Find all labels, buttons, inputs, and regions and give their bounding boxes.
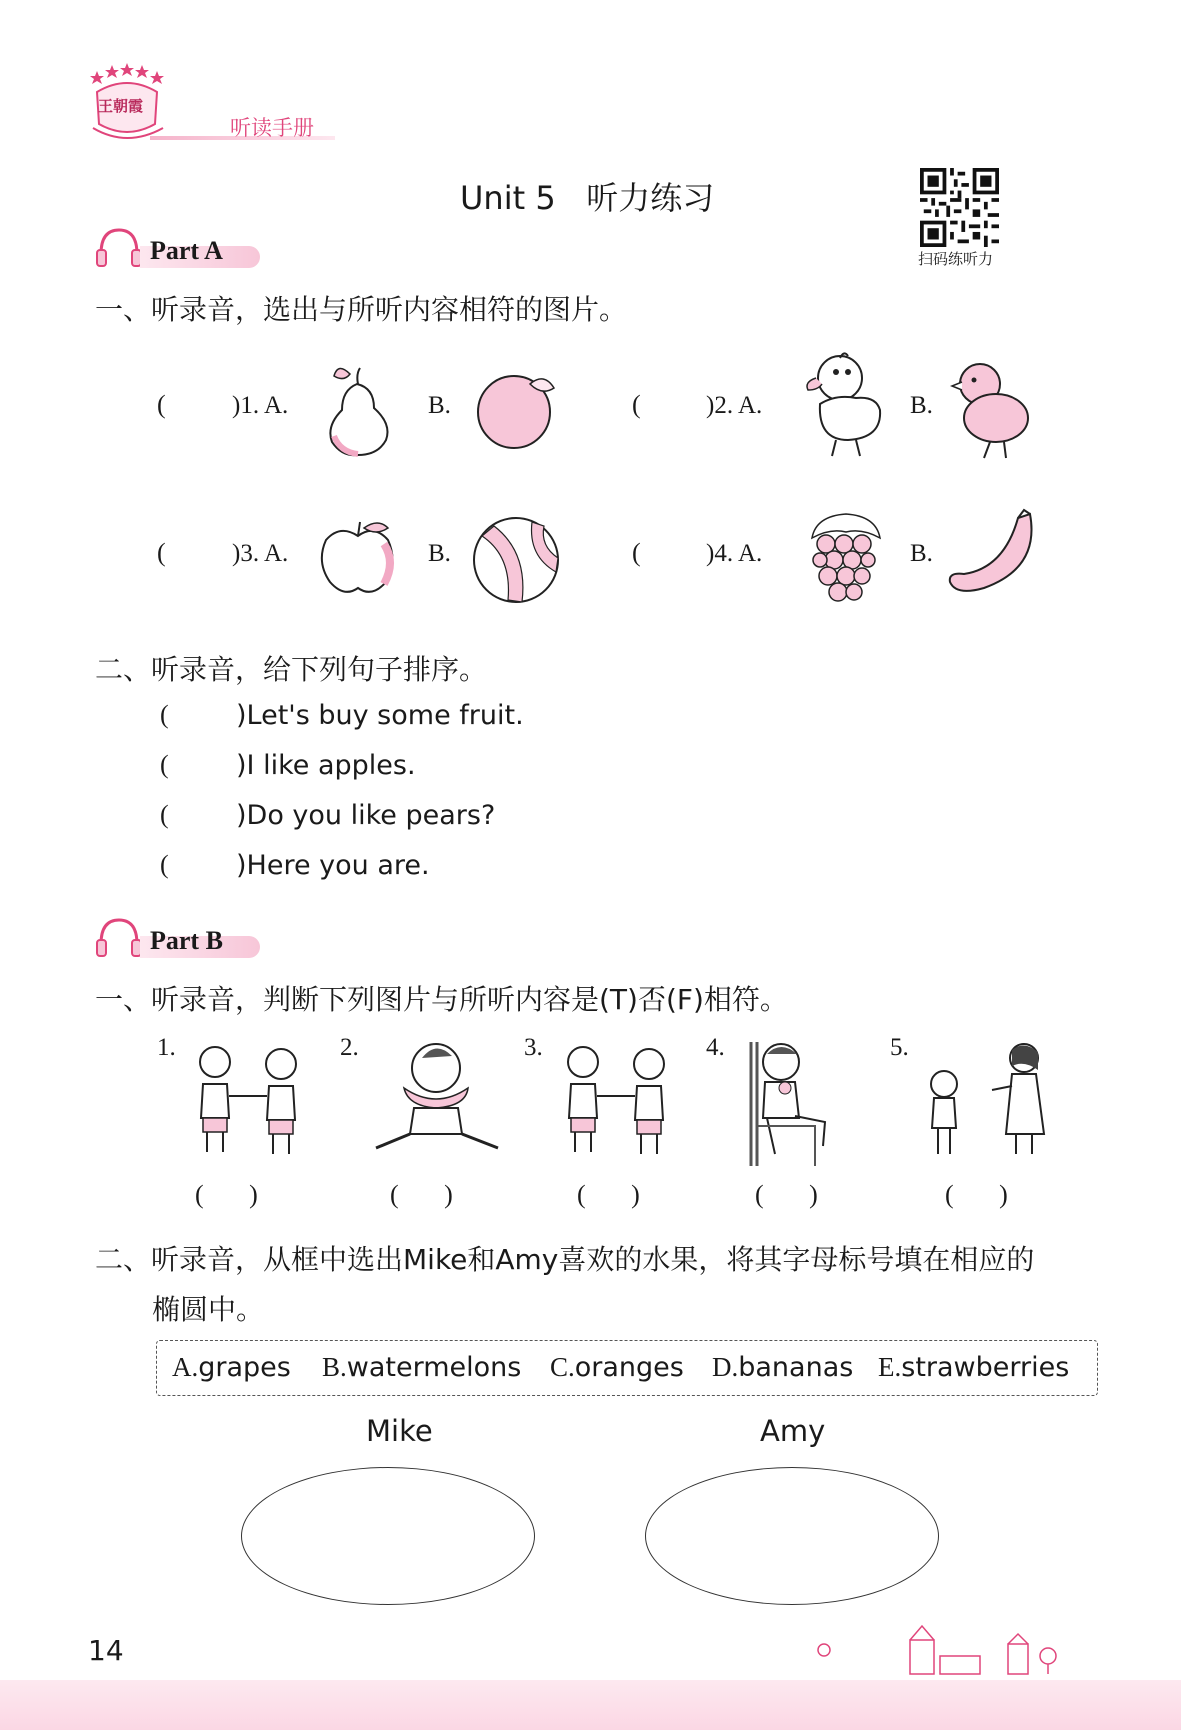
part-b-q1-instruction: 一、听录音，判断下列图片与所听内容是(T)否(F)相符。 (95, 983, 788, 1016)
sentence-item: )Here you are. (236, 850, 430, 881)
option-letter: E. (878, 1352, 902, 1382)
item-number: )1. A. (232, 392, 289, 419)
qr-code-icon (920, 168, 999, 247)
option-letter: C. (550, 1352, 575, 1382)
part-b-label: Part B (150, 926, 223, 955)
answer-blank[interactable]: ( (160, 700, 169, 729)
item-number: 2. (340, 1034, 359, 1061)
option-b-label: B. (910, 392, 933, 419)
apple-icon (318, 518, 400, 598)
answer-blank[interactable]: ( (160, 750, 169, 779)
headphones-icon (93, 224, 145, 272)
item-number: 3. (524, 1034, 543, 1061)
name-amy: Amy (760, 1414, 826, 1448)
chick-icon (950, 354, 1035, 462)
option-letter: B. (322, 1352, 347, 1382)
option-letter: D. (712, 1352, 739, 1382)
answer-ellipse-amy[interactable] (645, 1467, 939, 1605)
option-b-label: B. (428, 540, 451, 567)
option-word: grapes (198, 1352, 291, 1383)
answer-blank[interactable]: ( ) (577, 1180, 640, 1209)
option-word: bananas (738, 1352, 854, 1383)
orange-icon (470, 370, 560, 450)
boy-eating-watermelon-icon (370, 1036, 505, 1161)
option-b-label: B. (910, 540, 933, 567)
option-item (550, 1352, 684, 1383)
qr-caption: 扫码练听力 (918, 250, 994, 268)
option-b-label: B. (428, 392, 451, 419)
part-a-q2-instruction: 二、听录音，给下列句子排序。 (95, 653, 488, 686)
boy-and-woman-icon (920, 1040, 1050, 1165)
option-letter: A. (172, 1352, 199, 1382)
girls-sharing-fruit-icon (553, 1040, 683, 1165)
answer-blank[interactable]: ( (157, 538, 166, 567)
sentence-item: )Let's buy some fruit. (236, 700, 524, 731)
option-word: strawberries (901, 1352, 1070, 1383)
answer-ellipse-mike[interactable] (241, 1467, 535, 1605)
answer-blank[interactable]: ( ) (755, 1180, 818, 1209)
answer-blank[interactable]: ( (160, 800, 169, 829)
duck-icon (800, 348, 890, 460)
answer-blank[interactable]: ( (632, 390, 641, 419)
item-number: )3. A. (232, 540, 289, 567)
answer-blank[interactable]: ( (160, 850, 169, 879)
item-number: )2. A. (706, 392, 763, 419)
option-item (712, 1352, 853, 1383)
part-b-q2-instruction-cont: 椭圆中。 (152, 1293, 265, 1326)
section-label: 听读手册 (230, 116, 314, 140)
sentence-item: )I like apples. (236, 750, 416, 781)
option-item (172, 1352, 291, 1383)
footer-band (0, 1680, 1181, 1730)
name-mike: Mike (366, 1414, 433, 1448)
pear-icon (320, 362, 395, 457)
girls-sharing-fruit-icon (185, 1040, 315, 1165)
ball-icon (472, 516, 562, 606)
page-title: Unit 5 听力练习 (460, 179, 715, 217)
item-number: )4. A. (706, 540, 763, 567)
grapes-icon (806, 508, 886, 608)
castle-decoration-icon (810, 1620, 1070, 1680)
answer-blank[interactable]: ( ) (390, 1180, 453, 1209)
option-item (878, 1352, 1069, 1383)
part-a-q1-instruction: 一、听录音，选出与所听内容相符的图片。 (95, 293, 628, 326)
option-word: oranges (574, 1352, 684, 1383)
item-number: 1. (157, 1034, 176, 1061)
boy-on-chair-icon (745, 1036, 840, 1171)
page-number: 14 (88, 1634, 124, 1667)
part-b-q2-instruction: 二、听录音，从框中选出Mike和Amy喜欢的水果，将其字母标号填在相应的 (95, 1243, 1035, 1276)
headphones-icon (93, 914, 145, 962)
answer-blank[interactable]: ( (632, 538, 641, 567)
item-number: 5. (890, 1034, 909, 1061)
banana-icon (940, 508, 1040, 598)
answer-blank[interactable]: ( ) (945, 1180, 1008, 1209)
option-item (322, 1352, 521, 1383)
option-word: watermelons (346, 1352, 522, 1383)
logo-text: 王朝霞 (98, 97, 144, 115)
part-a-label: Part A (150, 236, 223, 265)
sentence-item: )Do you like pears? (236, 800, 496, 831)
answer-blank[interactable]: ( ) (195, 1180, 258, 1209)
answer-blank[interactable]: ( (157, 390, 166, 419)
item-number: 4. (706, 1034, 725, 1061)
